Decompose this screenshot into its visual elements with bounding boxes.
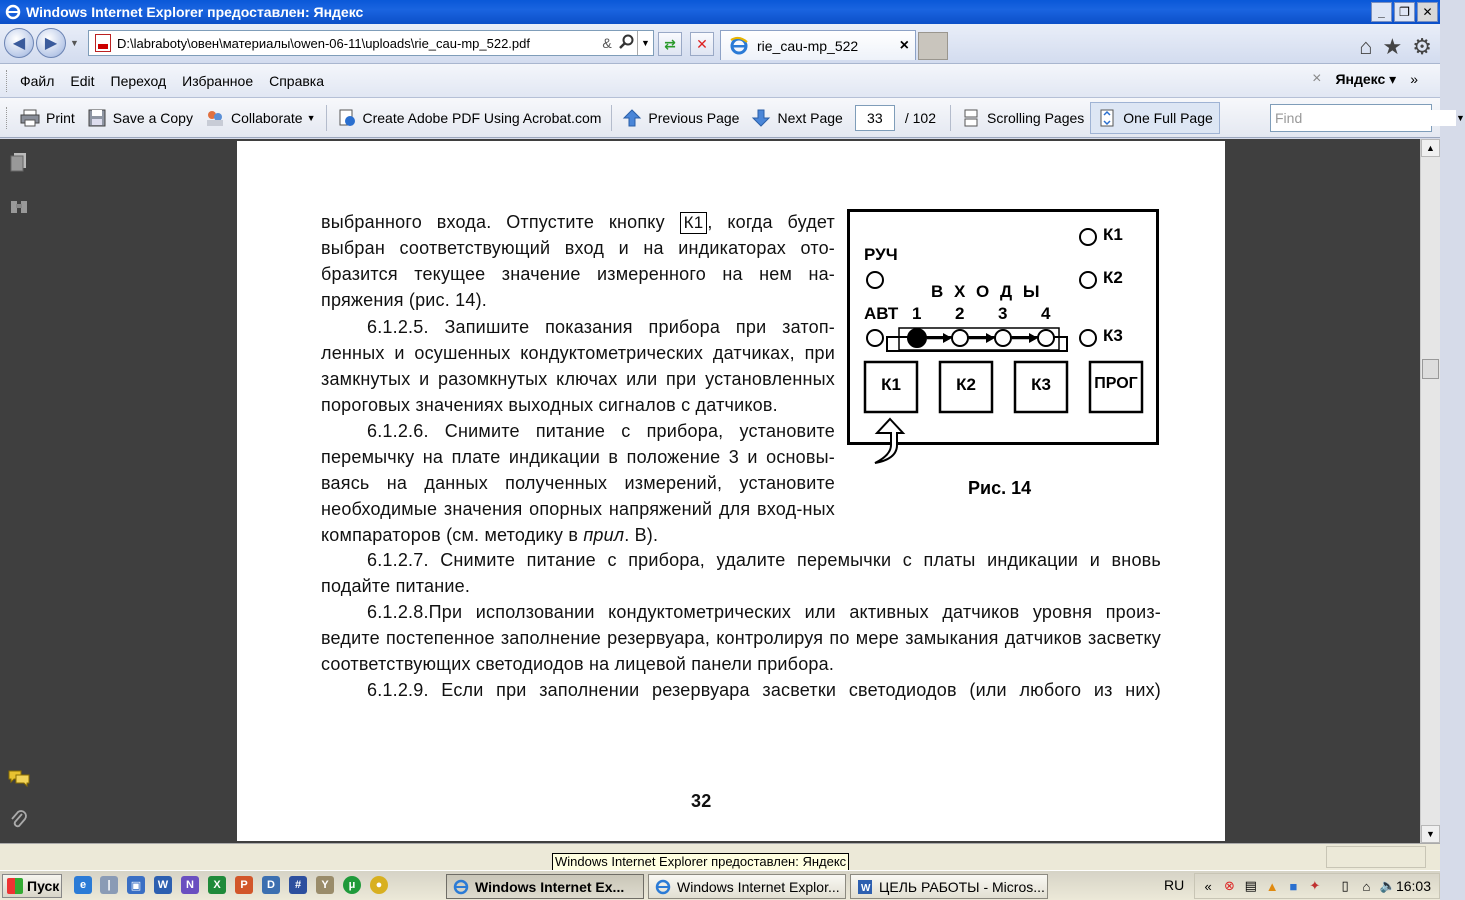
- navigation-panel: [0, 139, 40, 843]
- collaborate-dropdown-icon: ▼: [306, 112, 316, 123]
- one-full-page-icon: [1097, 108, 1117, 128]
- key-k1-inline: К1: [680, 212, 708, 234]
- search-icon[interactable]: [617, 34, 637, 53]
- quicklaunch-app-icon[interactable]: #: [289, 876, 307, 894]
- task-ie-2[interactable]: [648, 874, 846, 899]
- label-button-k3: К3: [1031, 375, 1051, 394]
- scroll-down-arrow[interactable]: ▼: [1421, 825, 1440, 843]
- restore-button[interactable]: ❐: [1394, 2, 1415, 22]
- binoculars-icon[interactable]: [8, 195, 30, 217]
- label-inputs: В Х О Д Ы: [931, 282, 1041, 301]
- refresh-button[interactable]: [658, 32, 682, 56]
- tab-label: rie_cau-mp_522: [757, 37, 859, 54]
- led-ruch: [867, 272, 883, 288]
- taskbar: [0, 870, 1440, 900]
- pages-icon[interactable]: [8, 151, 30, 173]
- quicklaunch-tool-icon[interactable]: Y: [316, 876, 334, 894]
- find-dropdown-icon[interactable]: ▼: [1456, 113, 1465, 123]
- figure-14: [847, 209, 1159, 447]
- new-tab-button[interactable]: [918, 32, 948, 60]
- create-pdf-button[interactable]: [331, 98, 608, 138]
- paragraph-continued: [321, 209, 835, 313]
- scroll-up-arrow[interactable]: ▲: [1421, 139, 1440, 157]
- print-button[interactable]: [14, 98, 81, 138]
- vertical-scrollbar[interactable]: [1420, 139, 1440, 843]
- task-ie-1-label: Windows Internet Ex...: [475, 878, 625, 895]
- toolbar-separator: [326, 105, 327, 131]
- menu-favorites[interactable]: Избранное: [182, 72, 254, 89]
- one-full-page-button[interactable]: [1090, 102, 1220, 134]
- printer-icon: [20, 108, 40, 128]
- gear-icon[interactable]: ⚙: [1412, 34, 1432, 59]
- pdf-page: [237, 141, 1225, 841]
- ie-task-icon: [453, 879, 469, 895]
- yandex-close-button[interactable]: ×: [1312, 70, 1322, 87]
- label-button-k2: К2: [956, 375, 976, 394]
- label-button-prog: ПРОГ: [1094, 375, 1138, 392]
- p1-pre: выбранного входа. Отпустите кнопку: [321, 212, 665, 232]
- stop-button[interactable]: [690, 32, 714, 56]
- led-input-3: [995, 330, 1011, 346]
- collaborate-icon: [205, 108, 225, 128]
- stop-icon: ✕: [696, 35, 708, 52]
- next-page-label: Next Page: [777, 109, 843, 126]
- p1-line3: бразится текущее значение измеренного на нем на-: [321, 264, 835, 284]
- scrolling-pages-icon: [961, 108, 981, 128]
- page-number-input[interactable]: 33: [855, 105, 895, 131]
- compat-icon[interactable]: &: [602, 35, 612, 51]
- pdf-file-icon: [95, 34, 111, 52]
- more-chevron[interactable]: »: [1410, 71, 1418, 87]
- led-k3: [1080, 330, 1096, 346]
- yandex-label: Яндекс: [1335, 70, 1386, 87]
- history-dropdown-icon[interactable]: ▼: [70, 38, 79, 48]
- paragraph-6-1-2-5: 6.1.2.5. Запишите показания прибора при затоп-ленных и осушенных кондуктометрических датчиках, при замкнутых и разомкнутых ключах или при установленных пороговых значениях выходных сигналов с датчиков.: [321, 317, 835, 415]
- quicklaunch-chrome-icon[interactable]: ●: [370, 876, 388, 894]
- tray-warning-icon[interactable]: ▲: [1265, 878, 1279, 894]
- led-k2: [1080, 272, 1096, 288]
- paperclip-icon[interactable]: [8, 809, 30, 831]
- menu-edit[interactable]: Edit: [70, 72, 95, 89]
- save-copy-label: Save a Copy: [112, 109, 193, 126]
- menu-file[interactable]: Файл: [20, 72, 55, 89]
- figure-caption: Рис. 14: [968, 478, 1032, 498]
- forward-button[interactable]: [36, 28, 66, 58]
- browser-tab[interactable]: [720, 30, 916, 60]
- address-dropdown-icon[interactable]: ▼: [637, 31, 653, 55]
- tray-network-icon[interactable]: ⌂: [1362, 878, 1371, 894]
- start-button[interactable]: [2, 874, 62, 898]
- label-input-3: 3: [998, 304, 1008, 323]
- one-full-page-label: One Full Page: [1123, 109, 1213, 126]
- yandex-menu[interactable]: Яндекс ▾: [1335, 70, 1397, 87]
- status-panel: [1326, 846, 1426, 868]
- ie-logo-icon: [4, 3, 22, 21]
- menu-bar: [0, 64, 1440, 98]
- word-task-icon: [857, 879, 873, 895]
- close-button[interactable]: ✕: [1417, 2, 1438, 22]
- scrolling-pages-label: Scrolling Pages: [986, 109, 1085, 126]
- comments-icon[interactable]: [8, 767, 30, 789]
- system-tray: [1194, 873, 1440, 899]
- menu-help[interactable]: Справка: [269, 72, 325, 89]
- p3-text-b: . В).: [624, 525, 659, 545]
- start-label: Пуск: [27, 878, 60, 894]
- p3-text-a: 6.1.2.6. Снимите питание с прибора, установите перемычку на плате индикации в положение 3 и основы-ваясь на данных полученных измерений, установите необходимые значения опорных напряжений для вход-ных компараторов (см. методику в: [321, 421, 835, 545]
- create-pdf-icon: [337, 108, 357, 128]
- label-led-k1: К1: [1103, 225, 1123, 244]
- label-input-4: 4: [1041, 304, 1051, 323]
- label-led-k3: К3: [1103, 326, 1123, 345]
- quicklaunch-desktop-icon[interactable]: ▣: [127, 876, 145, 894]
- tray-battery-icon[interactable]: ▯: [1341, 878, 1349, 893]
- favorites-star-icon[interactable]: ★: [1382, 34, 1403, 59]
- task-word-label: ЦЕЛЬ РАБОТЫ - Micros...: [879, 878, 1045, 895]
- collaborate-label: Collaborate: [230, 109, 303, 126]
- paragraph-6-1-2-6: [321, 418, 835, 548]
- led-input-1: [908, 329, 926, 347]
- tray-antivirus-icon[interactable]: ⊗: [1224, 878, 1235, 893]
- toolbar-separator: [950, 105, 951, 131]
- previous-page-label: Previous Page: [648, 109, 740, 126]
- scroll-thumb[interactable]: [1422, 359, 1439, 379]
- p1-post: , когда будет: [707, 212, 835, 232]
- page-number: 32: [691, 791, 712, 811]
- language-indicator[interactable]: RU: [1164, 877, 1185, 893]
- quicklaunch-powerpoint-icon[interactable]: P: [235, 876, 253, 894]
- address-url[interactable]: D:\labraboty\овен\материалы\owen-06-11\uploads\rie_cau-mp_522.pdf: [117, 35, 530, 51]
- led-input-2: [952, 330, 968, 346]
- quicklaunch-doc-icon[interactable]: D: [262, 876, 280, 894]
- forward-arrow-icon: ▶: [44, 35, 58, 52]
- task-ie-2-label: Windows Internet Explor...: [677, 878, 840, 895]
- led-k1: [1080, 229, 1096, 245]
- tray-volume-icon[interactable]: 🔈: [1379, 878, 1396, 893]
- window-title: Windows Internet Explorer предоставлен: Яндекс: [26, 4, 364, 20]
- back-arrow-icon: ◀: [12, 35, 26, 52]
- next-page-button[interactable]: [745, 98, 848, 138]
- quicklaunch-onenote-icon[interactable]: N: [181, 876, 199, 894]
- previous-page-button[interactable]: [616, 98, 745, 138]
- tooltip: Windows Internet Explorer предоставлен: Яндекс: [552, 853, 849, 871]
- quicklaunch-utorrent-icon[interactable]: μ: [343, 876, 361, 894]
- label-ruch: РУЧ: [864, 245, 898, 264]
- quicklaunch-excel-icon[interactable]: X: [208, 876, 226, 894]
- menu-go[interactable]: Переход: [110, 72, 167, 89]
- status-bar: [0, 843, 1440, 870]
- toolbar-grip[interactable]: [6, 70, 10, 92]
- ie-task-icon: [655, 879, 671, 895]
- save-disk-icon: [87, 108, 107, 128]
- label-avt: АВТ: [864, 304, 899, 323]
- collaborate-button[interactable]: [199, 98, 322, 138]
- task-word[interactable]: [850, 874, 1048, 899]
- tray-tool-icon[interactable]: ✦: [1309, 878, 1321, 893]
- document-viewer[interactable]: [40, 139, 1420, 843]
- minimize-button[interactable]: _: [1371, 2, 1392, 22]
- p1-line4: пряжения (рис. 14).: [321, 290, 487, 310]
- quicklaunch-ie-icon[interactable]: e: [74, 876, 92, 894]
- label-led-k2: К2: [1103, 268, 1123, 287]
- pdf-toolbar: [0, 98, 1465, 138]
- task-ie-1[interactable]: [446, 874, 644, 899]
- label-button-k1: К1: [881, 375, 901, 394]
- windows-flag-icon: [7, 878, 23, 894]
- tray-monitor-icon[interactable]: ▤: [1244, 878, 1257, 893]
- quicklaunch-word-icon[interactable]: W: [154, 876, 172, 894]
- tray-expand-chevron[interactable]: «: [1204, 878, 1212, 894]
- ie-tab-icon: [729, 36, 749, 56]
- save-copy-button[interactable]: [81, 98, 199, 138]
- page-total: / 102: [904, 109, 936, 126]
- tab-close-button[interactable]: ×: [899, 36, 909, 54]
- paragraph-6-1-2-7: 6.1.2.7. Снимите питание с прибора, удалите перемычки с платы индикации и вновь подайте питание.: [321, 550, 1161, 596]
- clock[interactable]: 16:03: [1395, 878, 1431, 894]
- address-bar[interactable]: [88, 30, 654, 56]
- p3-emphasis: прил: [583, 525, 625, 545]
- paragraph-6-1-2-9: 6.1.2.9. Если при заполнении резервуара засветки светодиодов (или любого из них): [367, 680, 1161, 700]
- refresh-icon: ⇄: [664, 35, 676, 52]
- tray-app-icon[interactable]: ■: [1289, 878, 1298, 894]
- led-avt: [867, 330, 883, 346]
- paragraph-6-1-2-8: 6.1.2.8.При исползовании кондуктометрических или активных датчиков уровня произ-ведите постепенное заполнение резервуара, контролируя по мере замыкания датчиков засветку соответствующих светодиодов на лицевой панели прибора.: [321, 602, 1161, 674]
- title-bar: [0, 0, 1440, 24]
- p1-line2: выбран соответствующий вход и на индикаторах ото-: [321, 238, 835, 258]
- home-icon[interactable]: ⌂: [1359, 34, 1373, 59]
- create-pdf-label: Create Adobe PDF Using Acrobat.com: [362, 109, 602, 126]
- print-label: Print: [46, 109, 75, 126]
- address-row: [0, 24, 1440, 64]
- label-input-1: 1: [912, 304, 922, 323]
- svg-text:W: W: [861, 882, 871, 894]
- back-button[interactable]: [4, 28, 34, 58]
- led-input-4: [1038, 330, 1054, 346]
- down-arrow-icon: [751, 108, 771, 128]
- toolbar-separator: [611, 105, 612, 131]
- find-box[interactable]: [1270, 104, 1465, 132]
- toolbar-grip[interactable]: [6, 107, 10, 129]
- up-arrow-icon: [622, 108, 642, 128]
- label-input-2: 2: [955, 304, 965, 323]
- quicklaunch-pen-icon[interactable]: |: [100, 876, 118, 894]
- find-input[interactable]: [1271, 110, 1456, 126]
- scrolling-pages-button[interactable]: [955, 98, 1090, 138]
